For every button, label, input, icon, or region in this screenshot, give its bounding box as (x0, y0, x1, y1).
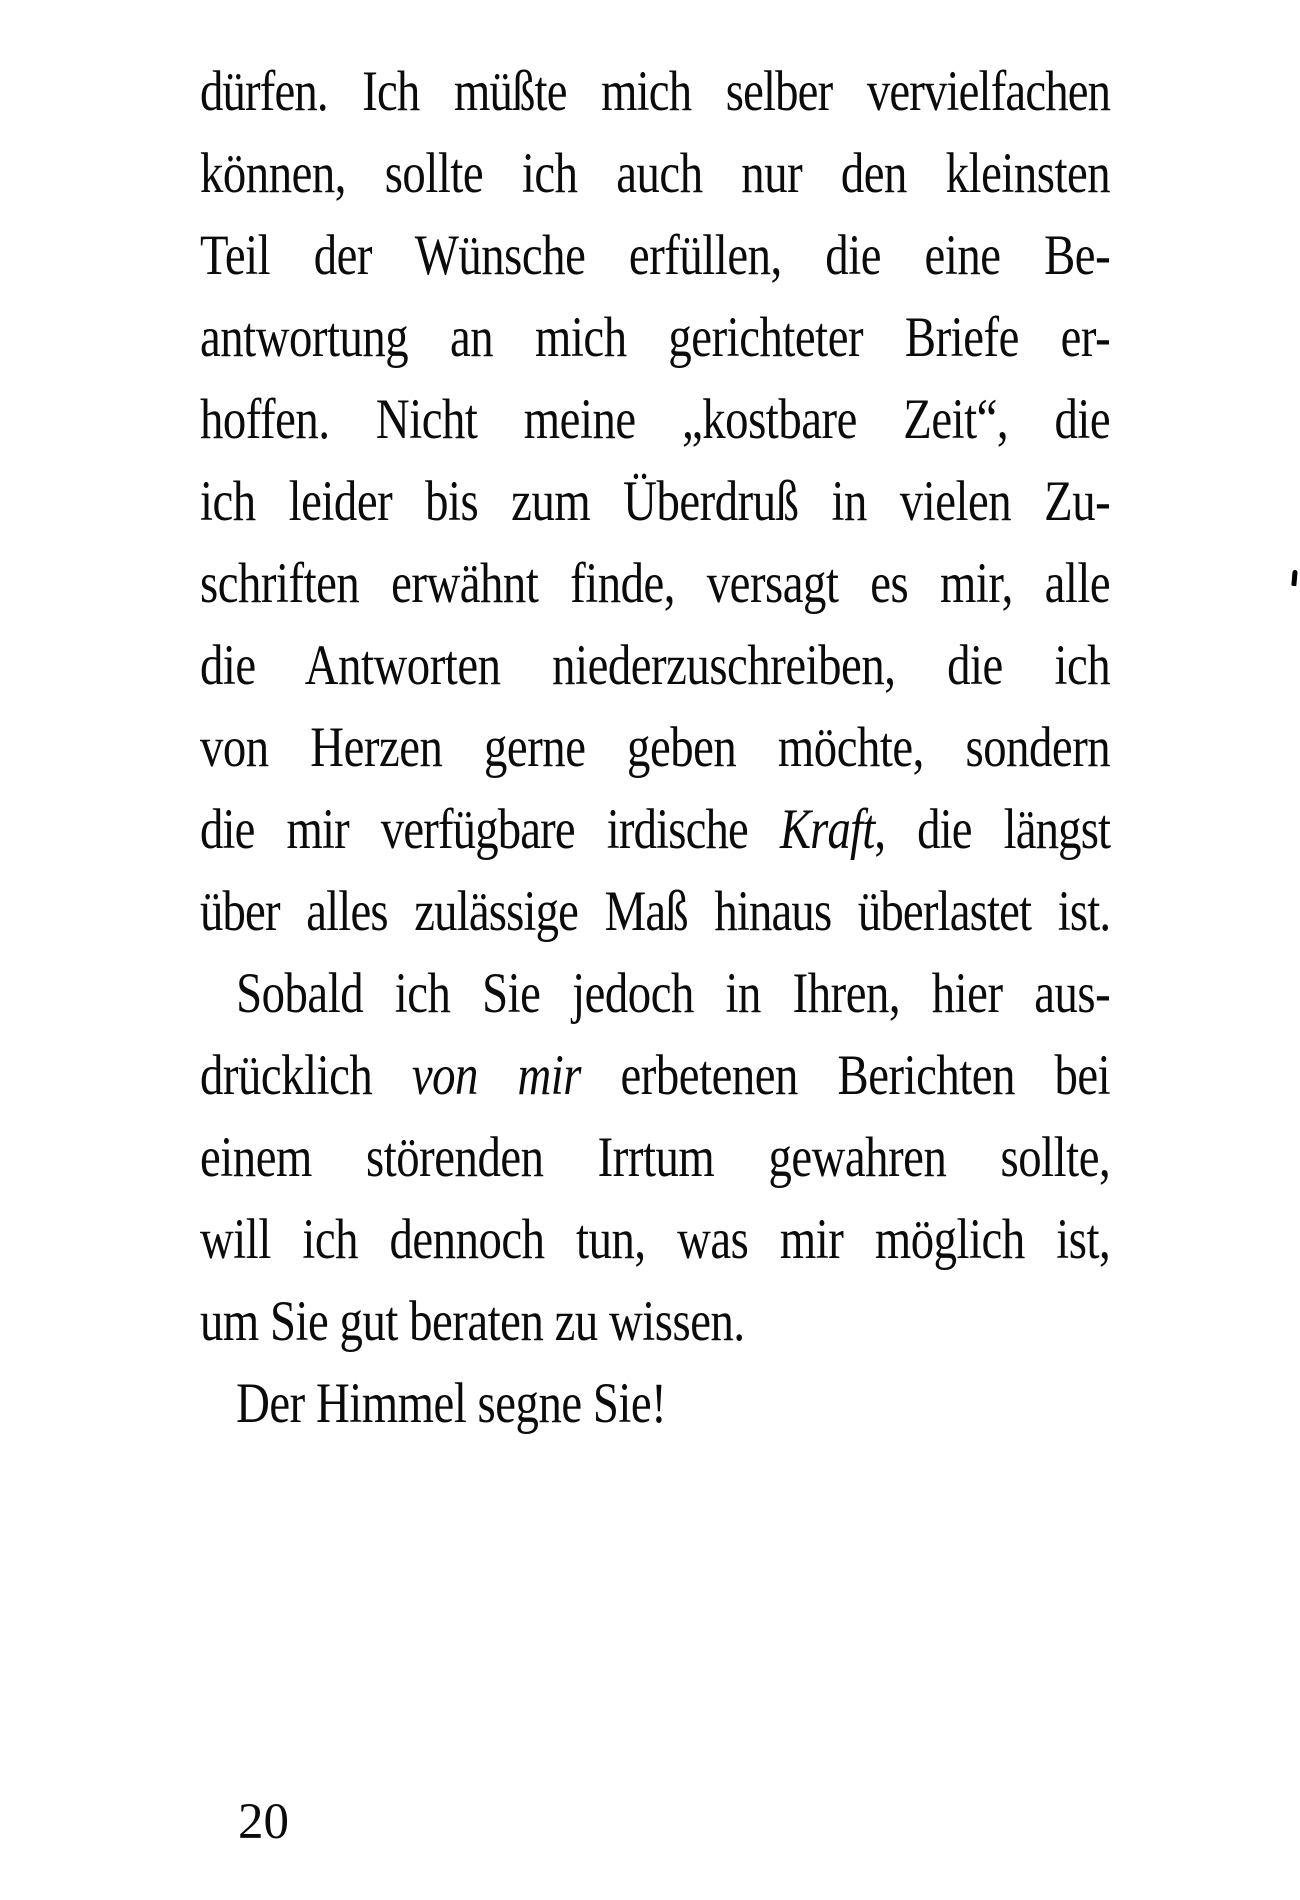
text-line (200, 789, 1110, 871)
text-line: schriften erwähnt finde, versagt es mir, alle (200, 552, 1111, 615)
text-line: über alles zulässige Maß hinaus überlastet ist. (200, 880, 1111, 943)
text-line: antwortung an mich gerichteter Briefe er- (200, 306, 1111, 369)
text-segment: die mir verfügbare irdische (200, 798, 780, 861)
text-segment: drücklich (200, 1044, 412, 1107)
text-line: einem störenden Irrtum gewahren sollte, (200, 1126, 1111, 1189)
text-line: Sobald ich Sie jedoch in Ihren, hier aus- (236, 962, 1111, 1025)
text-line: Teil der Wünsche erfüllen, die eine Be- (200, 224, 1111, 287)
italic-word: von mir (411, 1044, 581, 1107)
text-line: Der Himmel segne Sie! (236, 1372, 667, 1435)
page-number: 20 (238, 1794, 289, 1850)
text-line: dürfen. Ich müßte mich selber vervielfachen (200, 60, 1111, 123)
text-line: um Sie gut beraten zu wissen. (200, 1290, 745, 1353)
text-segment: , die längst (874, 798, 1111, 861)
italic-word: Kraft (779, 798, 875, 861)
text-line: können, sollte ich auch nur den kleinsten (200, 142, 1111, 205)
text-line: hoffen. Nicht meine „kostbare Zeit“, die (200, 388, 1111, 451)
text-line: die Antworten niederzuschreiben, die ich (200, 634, 1111, 697)
body-text (200, 51, 1110, 1445)
text-line: von Herzen gerne geben möchte, sondern (200, 716, 1111, 779)
text-segment: erbetenen Berichten bei (580, 1044, 1111, 1107)
text-line (200, 1035, 1110, 1117)
text-line: will ich dennoch tun, was mir möglich ist, (200, 1208, 1111, 1271)
ink-speck (1291, 570, 1297, 586)
text-line: ich leider bis zum Überdruß in vielen Zu- (200, 470, 1111, 533)
